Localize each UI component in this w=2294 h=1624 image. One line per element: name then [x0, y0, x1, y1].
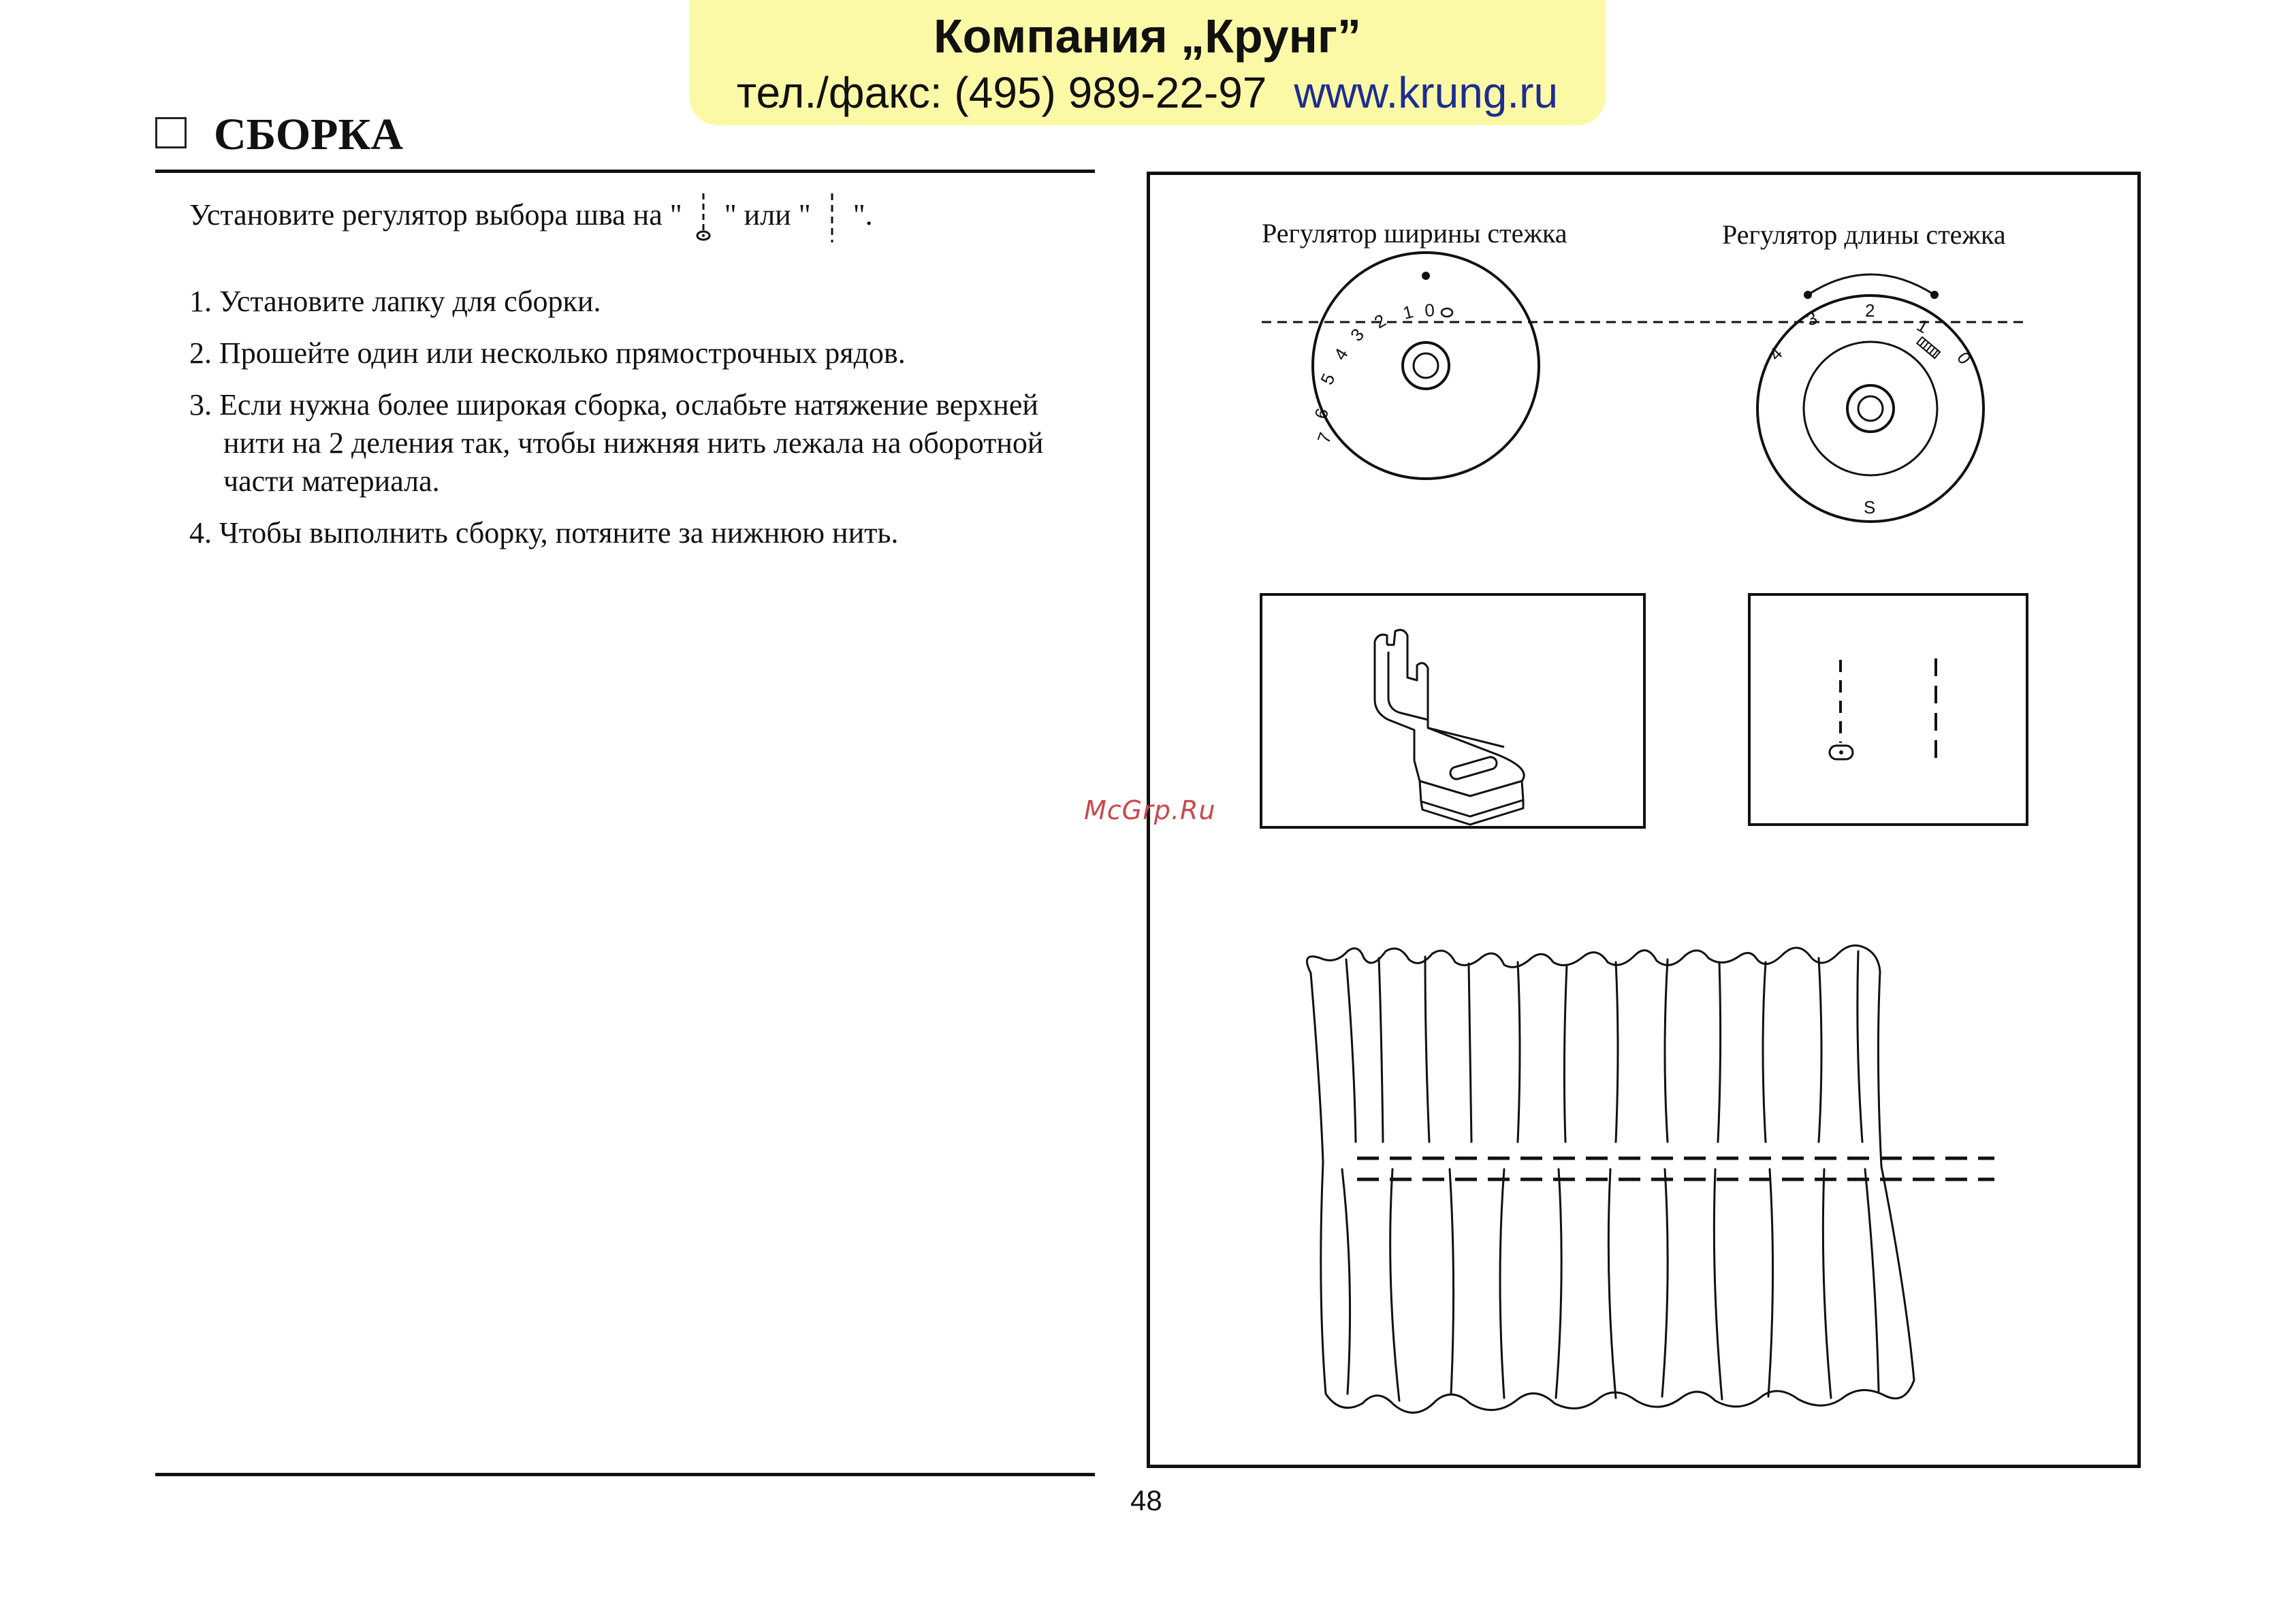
length-dial-number: 4	[1765, 343, 1787, 365]
length-dial-number: 3	[1803, 307, 1820, 330]
presser-foot-box	[1261, 594, 1644, 827]
width-dial-number: 1	[1401, 301, 1416, 323]
company-name: Компания „Крунг”	[933, 10, 1362, 63]
intro-text-part1: Установите регулятор выбора шва на "	[189, 198, 682, 232]
width-dial-number: 6	[1310, 405, 1333, 421]
length-dial-stretch-zone	[1917, 337, 1940, 358]
width-dial-number: 7	[1313, 430, 1336, 447]
width-dial-number: 3	[1346, 324, 1369, 346]
length-dial-icon	[1757, 274, 1984, 522]
width-dial-icon	[1310, 253, 1539, 479]
steps-list	[189, 283, 1102, 566]
phone-fax: тел./факс: (495) 989-22-97	[736, 68, 1267, 117]
length-dial-s-mark: S	[1864, 497, 1876, 518]
step-item: 1. Установите лапку для сборки.	[189, 285, 601, 318]
step-item: 3. Если нужна более широкая сборка, ослабьте натяжение верхней нити на 2 деления так, чтобы нижняя нить лежала на оборотной части материала.	[189, 388, 1044, 498]
intro-instruction	[189, 191, 873, 245]
stitch-pattern-icon	[1830, 658, 1936, 761]
stitch-left-needle-icon	[690, 191, 717, 245]
website-link[interactable]: www.krung.ru	[1294, 68, 1559, 117]
stitch-center-needle-icon	[818, 191, 846, 245]
width-dial-number: 4	[1329, 345, 1352, 364]
width-dial-number: 5	[1316, 370, 1339, 388]
gathering-stitch-lines	[1357, 1158, 1994, 1179]
width-dial-number: 2	[1371, 309, 1390, 333]
page-number: 48	[1130, 1484, 1162, 1516]
top-divider	[155, 170, 1095, 173]
watermark: McGrp.Ru	[1084, 795, 1216, 825]
illustration-panel	[1147, 172, 2141, 1468]
length-dial-number: 2	[1865, 300, 1875, 321]
intro-text-part3: ".	[853, 198, 873, 232]
length-dial-number: 1	[1913, 315, 1932, 338]
header-banner	[689, 0, 1606, 125]
length-dial-label: Регулятор длины стежка	[1722, 219, 2006, 250]
width-dial-number: 0	[1424, 300, 1435, 321]
section-title: СБОРКА	[214, 110, 404, 159]
presser-foot-icon	[1375, 630, 1524, 825]
length-dial-number: 0	[1953, 348, 1975, 368]
step-item: 4. Чтобы выполнить сборку, потяните за нижнюю нить.	[189, 516, 899, 550]
step-item: 2. Прошейте один или несколько прямострочных рядов.	[189, 336, 906, 370]
illustration-drawing	[1150, 175, 2137, 1465]
intro-text-part2: " или "	[724, 198, 811, 232]
width-dial-label: Регулятор ширины стежка	[1262, 218, 1567, 249]
width-dial-needle-mark	[1441, 308, 1452, 317]
contact-line	[689, 68, 1606, 117]
section-checkbox	[155, 117, 187, 148]
stitch-pattern-box	[1749, 594, 2027, 825]
bottom-divider	[155, 1473, 1095, 1476]
